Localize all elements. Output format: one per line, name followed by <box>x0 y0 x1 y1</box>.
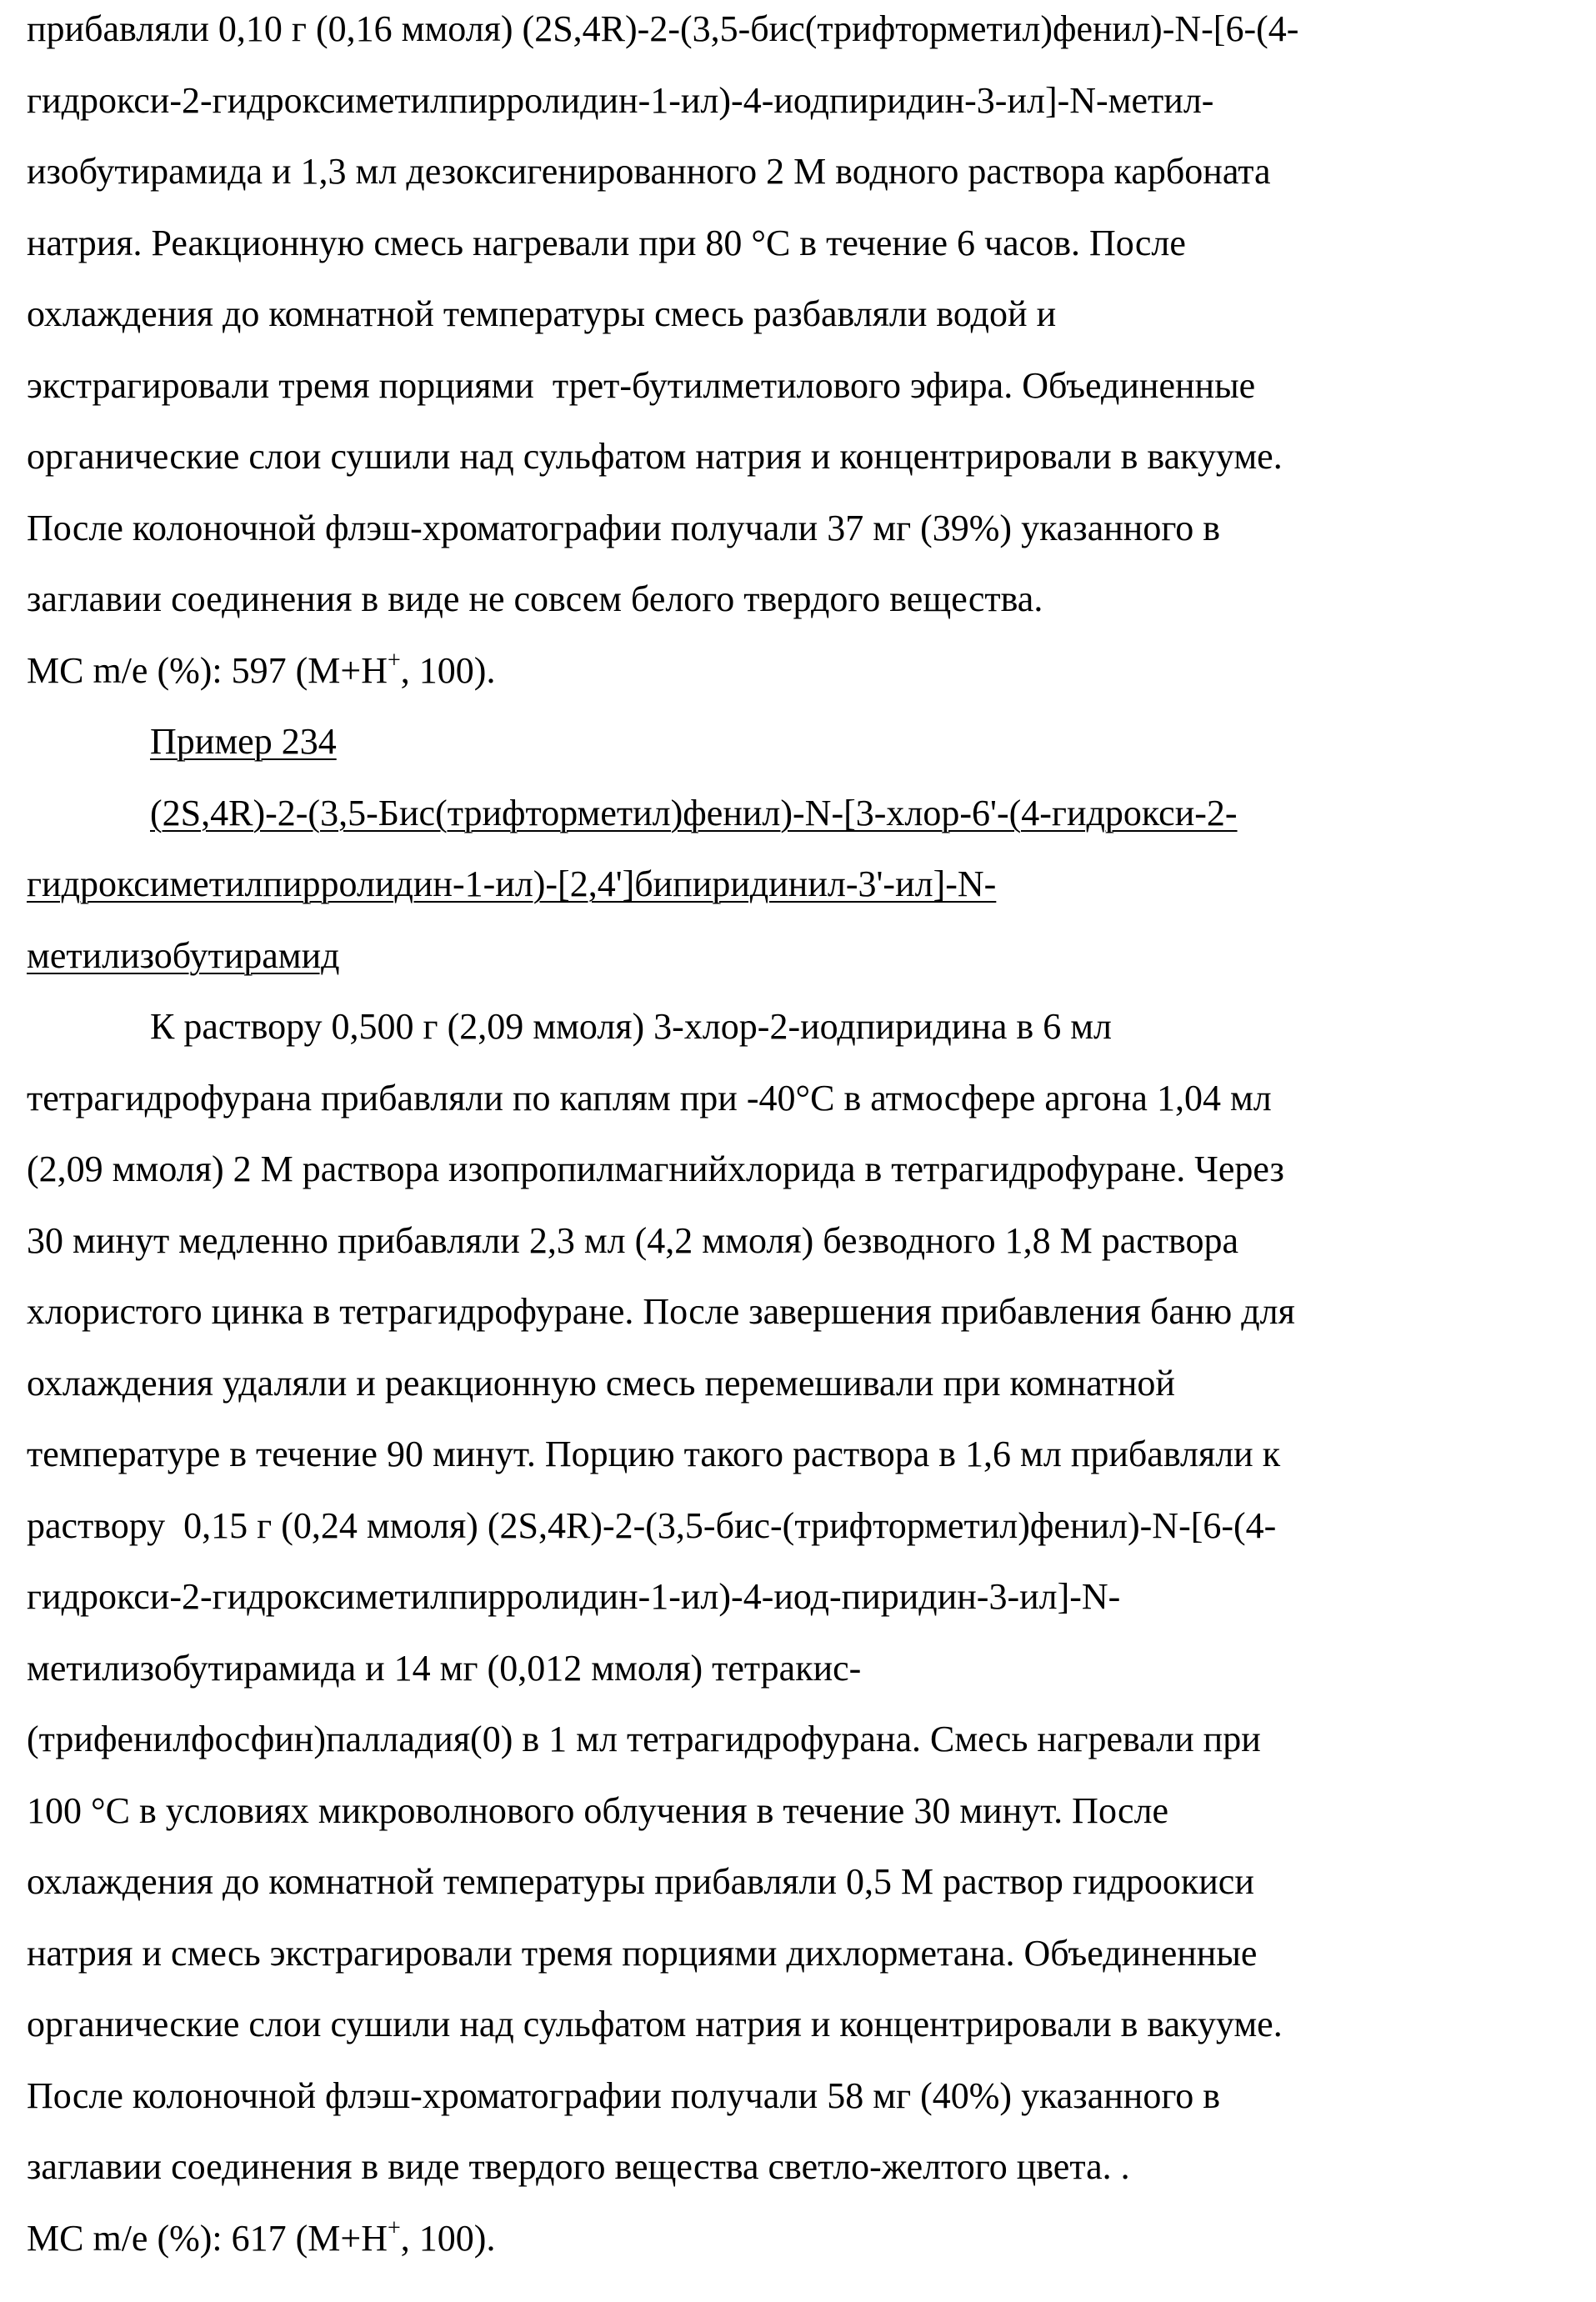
paragraph-line: охлаждения до комнатной температуры прибавляли 0,5 М раствор гидроокиси <box>27 1846 1254 1917</box>
ms-result-line <box>27 635 495 706</box>
paragraph-line: тетрагидрофурана прибавляли по каплям при -40°С в атмосфере аргона 1,04 мл <box>27 1063 1272 1133</box>
ms-text: МС m/e (%): 617 (M+H <box>27 2218 388 2259</box>
ms-text: , 100). <box>401 650 496 691</box>
compound-title: метилизобутирамид <box>27 920 340 991</box>
paragraph-line: После колоночной флэш-хроматографии получали 37 мг (39%) указанного в <box>27 493 1220 563</box>
paragraph-line: (трифенилфосфин)палладия(0) в 1 мл тетрагидрофурана. Смесь нагревали при <box>27 1704 1261 1774</box>
paragraph-line: (2,09 ммоля) 2 М раствора изопропилмагнийхлорида в тетрагидрофуране. Через <box>27 1133 1284 1204</box>
paragraph-line: заглавии соединения в виде твердого вещества светло-желтого цвета. . <box>27 2131 1130 2202</box>
paragraph-line: изобутирамида и 1,3 мл дезоксигенированного 2 М водного раствора карбоната <box>27 136 1271 207</box>
paragraph-line: температуре в течение 90 минут. Порцию такого раствора в 1,6 мл прибавляли к <box>27 1419 1280 1489</box>
ms-text: МС m/e (%): 597 (M+H <box>27 650 388 691</box>
paragraph-line: органические слои сушили над сульфатом натрия и концентрировали в вакууме. <box>27 1989 1283 2059</box>
paragraph-line: раствору 0,15 г (0,24 ммоля) (2S,4R)-2-(3,5-бис-(трифторметил)фенил)-N-[6-(4- <box>27 1490 1276 1561</box>
paragraph-line: охлаждения удаляли и реакционную смесь перемешивали при комнатной <box>27 1348 1175 1419</box>
paragraph-line: гидрокси-2-гидроксиметилпирролидин-1-ил)-4-иод-пиридин-3-ил]-N- <box>27 1561 1120 1632</box>
ms-result-line <box>27 2203 495 2274</box>
paragraph-line: 100 °С в условиях микроволнового облучения в течение 30 минут. После <box>27 1775 1168 1846</box>
compound-title: гидроксиметилпирролидин-1-ил)-[2,4']бипиридинил-3'-ил]-N- <box>27 848 996 919</box>
paragraph-line: 30 минут медленно прибавляли 2,3 мл (4,2 ммоля) безводного 1,8 М раствора <box>27 1205 1238 1276</box>
paragraph-line: прибавляли 0,10 г (0,16 ммоля) (2S,4R)-2-(3,5-бис(трифторметил)фенил)-N-[6-(4- <box>27 0 1298 64</box>
paragraph-line: экстрагировали тремя порциями трет-бутилметилового эфира. Объединенные <box>27 350 1255 421</box>
paragraph-line: гидрокси-2-гидроксиметилпирролидин-1-ил)-4-иодпиридин-3-ил]-N-метил- <box>27 65 1213 136</box>
superscript: + <box>388 2215 401 2241</box>
paragraph-line: натрия и смесь экстрагировали тремя порциями дихлорметана. Объединенные <box>27 1918 1257 1989</box>
paragraph-line: заглавии соединения в виде не совсем белого твердого вещества. <box>27 563 1043 634</box>
paragraph-line: органические слои сушили над сульфатом натрия и концентрировали в вакууме. <box>27 421 1283 492</box>
paragraph-line: хлористого цинка в тетрагидрофуране. После завершения прибавления баню для <box>27 1276 1295 1347</box>
paragraph-line: К раствору 0,500 г (2,09 ммоля) 3-хлор-2-иодпиридина в 6 мл <box>150 991 1112 1062</box>
paragraph-line: После колоночной флэш-хроматографии получали 58 мг (40%) указанного в <box>27 2060 1220 2131</box>
compound-title: (2S,4R)-2-(3,5-Бис(трифторметил)фенил)-N-[3-хлор-6'-(4-гидрокси-2- <box>150 778 1238 848</box>
example-heading: Пример 234 <box>150 706 337 777</box>
paragraph-line: метилизобутирамида и 14 мг (0,012 ммоля) тетракис- <box>27 1633 861 1704</box>
paragraph-line: охлаждения до комнатной температуры смесь разбавляли водой и <box>27 278 1056 349</box>
superscript: + <box>388 648 401 673</box>
paragraph-line: натрия. Реакционную смесь нагревали при 80 °С в течение 6 часов. После <box>27 208 1186 278</box>
ms-text: , 100). <box>401 2218 496 2259</box>
